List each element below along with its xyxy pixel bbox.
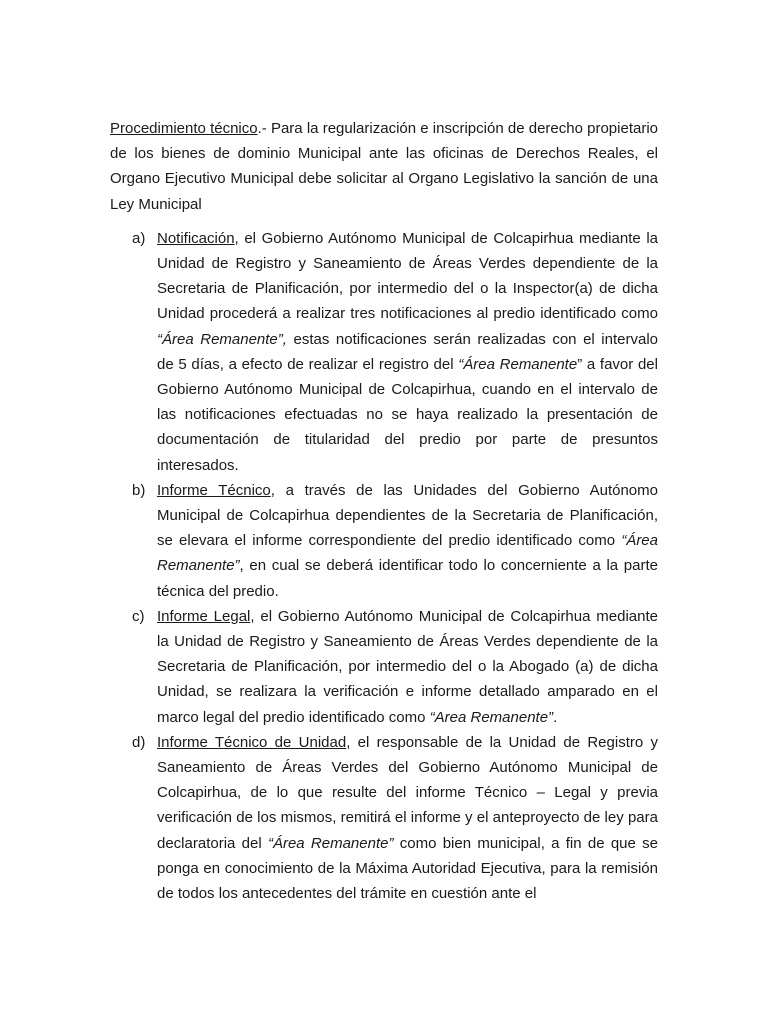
list-item-d — [110, 730, 658, 906]
intro-heading: Procedimiento técnico — [110, 120, 258, 137]
procedure-list — [110, 226, 658, 946]
item-italic: “Área Remanente” — [267, 834, 394, 852]
list-marker: d) — [132, 733, 146, 751]
item-title: Notificación — [157, 229, 235, 247]
item-text: , el Gobierno Autónomo Municipal de Colcapirhua mediante la Unidad de Registro y Saneamiento de Áreas Verdes dependiente de la Secretaria de Planificación, por intermedio del o la Inspector(a) de dicha Unidad procederá a realizar tres notificaciones al predio identificado como — [157, 229, 658, 323]
item-italic: “Área Remanente”, — [157, 330, 287, 348]
list-marker: a) — [132, 229, 146, 247]
item-text: , el responsable de la Unidad de Registro y Saneamiento de Áreas Verdes del Gobierno Autónomo Municipal de Colcapirhua, de lo que resulte del informe Técnico – Legal y previa verificación de los mismos, remitirá el informe y el anteproyecto de ley para declaratoria del — [157, 733, 658, 852]
item-italic: “Area Remanente” — [429, 708, 554, 726]
item-title: Informe Técnico — [157, 481, 271, 499]
item-text: , en cual se deberá identificar todo lo concerniente a la parte técnica del predio. — [157, 557, 658, 600]
item-text: , el Gobierno Autónomo Municipal de Colcapirhua mediante la Unidad de Registro y Saneamiento de Áreas Verdes dependiente de la Secretaria de Planificación, por intermedio del o la Abogado (a) de dicha Unidad, se realizara la verificación e informe detallado amparado en el marco legal del predio identificado como — [157, 607, 658, 726]
item-title: Informe Legal — [157, 607, 251, 625]
intro-paragraph — [110, 116, 658, 217]
item-text: como bien municipal, a fin de que se ponga en conocimiento de la Máxima Autoridad Ejecutiva, para la remisión de todos los antecedentes del trámite en cuestión ante el — [157, 834, 658, 903]
document-body — [110, 116, 658, 946]
intro-text: .- Para la regularización e inscripción de derecho propietario de los bienes de dominio Municipal ante las oficinas de Derechos Reales, el Organo Ejecutivo Municipal debe solicitar al Organo Legislativo la sanción de una Ley Municipal — [110, 120, 659, 213]
item-text: ” a favor del Gobierno Autónomo Municipal de Colcapirhua, cuando en el intervalo de las notificaciones efectuadas no se haya realizado la presentación de documentación de titularidad del predio por parte de presuntos interesados. — [157, 355, 658, 474]
item-italic: “Área Remanente — [458, 355, 578, 373]
item-text: . — [553, 708, 558, 726]
item-italic: “Área Remanente” — [157, 532, 658, 575]
list-item-b — [110, 478, 658, 604]
list-marker: c) — [132, 607, 145, 625]
list-item-a — [110, 226, 658, 478]
list-item-c — [110, 604, 658, 730]
list-marker: b) — [132, 481, 146, 499]
item-title: Informe Técnico de Unidad — [157, 733, 347, 751]
item-text: estas notificaciones serán realizadas con el intervalo de 5 días, a efecto de realizar el registro del — [157, 330, 658, 373]
item-text: , a través de las Unidades del Gobierno Autónomo Municipal de Colcapirhua dependientes de la Secretaria de Planificación, se elevara el informe correspondiente del predio identificado como — [157, 481, 658, 550]
